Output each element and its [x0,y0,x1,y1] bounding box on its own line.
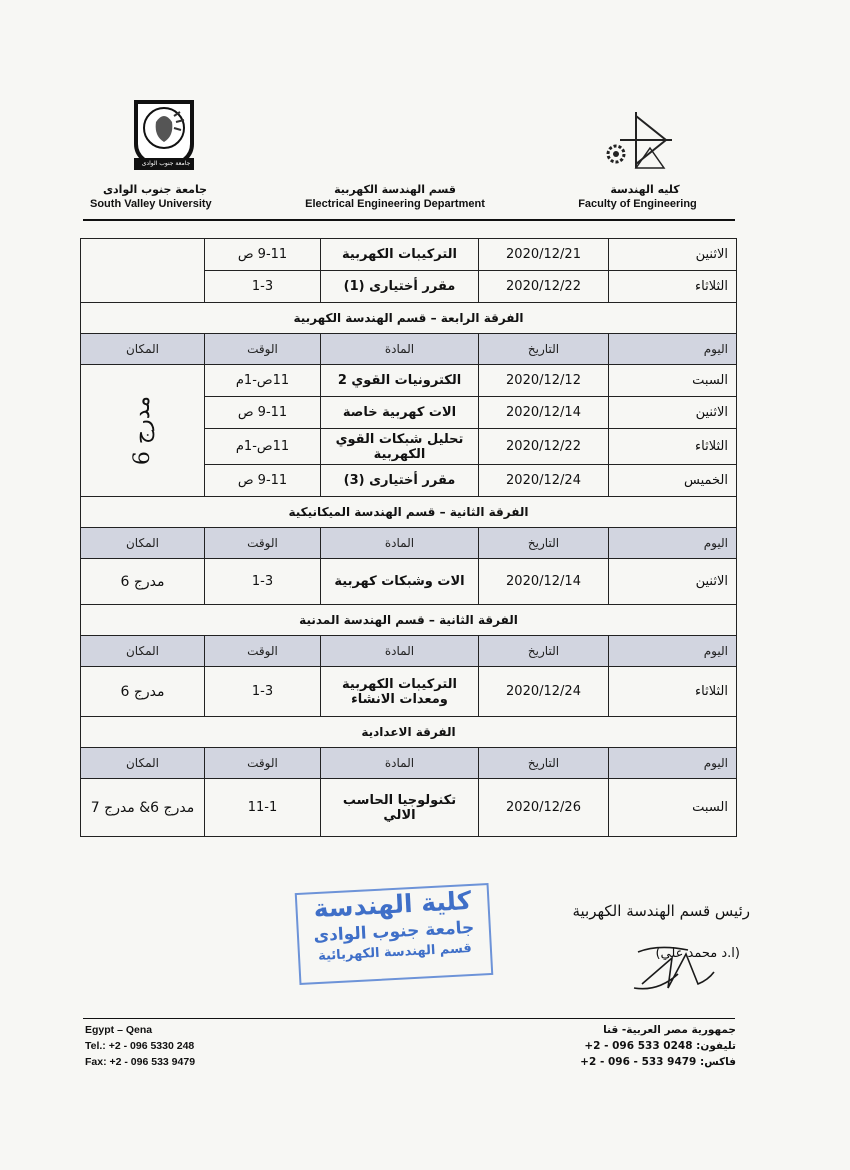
day-cell: الثلاثاء [609,271,737,303]
section-title-row [81,303,737,334]
place-cell: مدرج 6& مدرج 7 [81,779,205,837]
faculty-logo [600,108,675,172]
header-time: الوقت [205,334,321,365]
header-day: اليوم [609,528,737,559]
signature-title: رئيس قسم الهندسة الكهربية [572,902,750,920]
university-name-en: South Valley University [90,198,212,210]
university-name-ar: جامعة جنوب الوادى [102,183,208,196]
header-row [81,334,737,365]
department-name-ar: قسم الهندسة الكهربية [334,183,456,196]
university-logo [128,92,200,176]
date-cell: 2020/12/14 [479,397,609,429]
header-rule [83,219,735,221]
header-time: الوقت [205,636,321,667]
footer-city-ar: جمهورية مصر العربية- قنا [603,1024,736,1036]
header-subject: المادة [321,748,479,779]
footer-fax-ar: فاكس: 9479 533 - 096 - 2+ [580,1056,736,1068]
date-cell: 2020/12/22 [479,271,609,303]
time-cell: 9-11 ص [205,239,321,271]
section-title: الفرقة الاعدادية [81,717,737,748]
subject-cell: مقرر أختيارى (3) [321,465,479,497]
subject-cell: الات كهربية خاصة [321,397,479,429]
table-row [81,365,737,397]
place-cell: مدرج 6 [81,667,205,717]
handwritten-signature [628,944,718,994]
day-cell: السبت [609,779,737,837]
footer-tel-en: Tel.: +2 - 096 5330 248 [85,1040,195,1052]
section-title-row [81,605,737,636]
exam-schedule-table [80,238,737,837]
header-subject: المادة [321,528,479,559]
header-day: اليوم [609,334,737,365]
section-title: الفرقة الثانية – قسم الهندسة المدنية [81,605,737,636]
header-row [81,528,737,559]
stamp-line-faculty: كلية الهندسة [312,885,472,924]
section-title: الفرقة الرابعة – قسم الهندسة الكهربية [81,303,737,334]
faculty-name-en: Faculty of Engineering [578,198,697,210]
header-place: المكان [81,334,205,365]
stamp-line-university: جامعة جنوب الوادى [313,917,475,947]
day-cell: الاثنين [609,397,737,429]
time-cell: 11ص-1م [205,365,321,397]
header-time: الوقت [205,528,321,559]
time-cell: 11ص-1م [205,429,321,465]
day-cell: الخميس [609,465,737,497]
footer-en [85,1022,345,1070]
header-place: المكان [81,528,205,559]
subject-cell: التركيبات الكهربية ومعدات الانشاء [321,667,479,717]
subject-cell: الات وشبكات كهربية [321,559,479,605]
date-cell: 2020/12/12 [479,365,609,397]
header-date: التاريخ [479,636,609,667]
subject-cell: تحليل شبكات القوي الكهربية [321,429,479,465]
table-row [81,779,737,837]
time-cell: 1-3 [205,667,321,717]
day-cell: الاثنين [609,239,737,271]
subject-cell: التركيبات الكهربية [321,239,479,271]
time-cell: 11-1 [205,779,321,837]
place-cell: مدرج 6 [81,559,205,605]
table-row [81,239,737,271]
subject-cell: مقرر أختيارى (1) [321,271,479,303]
date-cell: 2020/12/21 [479,239,609,271]
place-cell [81,365,205,497]
header-day: اليوم [609,636,737,667]
header-row [81,748,737,779]
header-row [81,636,737,667]
date-cell: 2020/12/24 [479,667,609,717]
time-cell: 1-3 [205,559,321,605]
day-cell: الاثنين [609,559,737,605]
day-cell: الثلاثاء [609,667,737,717]
section-title-row [81,497,737,528]
header-place: المكان [81,636,205,667]
faculty-name-ar: كليه الهندسة [610,183,680,196]
header-date: التاريخ [479,334,609,365]
header-subject: المادة [321,636,479,667]
day-cell: الثلاثاء [609,429,737,465]
table-row [81,559,737,605]
subject-cell: تكنولوجيا الحاسب الالي [321,779,479,837]
section-title: الفرقة الثانية – قسم الهندسة الميكانيكية [81,497,737,528]
place-vertical-label: مدرج 6 [130,395,155,466]
footer-rule [83,1018,735,1019]
date-cell: 2020/12/26 [479,779,609,837]
footer-ar [480,1022,736,1070]
signature-name: (ا.د محمد علي) [655,946,740,961]
header-subject: المادة [321,334,479,365]
date-cell: 2020/12/24 [479,465,609,497]
subject-cell: الكترونيات القوي 2 [321,365,479,397]
day-cell: السبت [609,365,737,397]
faculty-stamp [295,883,494,985]
header-place: المكان [81,748,205,779]
footer-city-en: Egypt – Qena [85,1024,153,1036]
header-day: اليوم [609,748,737,779]
date-cell: 2020/12/14 [479,559,609,605]
header-date: التاريخ [479,528,609,559]
time-cell: 9-11 ص [205,397,321,429]
footer-fax-en: Fax: +2 - 096 533 9479 [85,1056,196,1068]
table-row [81,667,737,717]
place-cell [81,239,205,303]
time-cell: 9-11 ص [205,465,321,497]
section-title-row [81,717,737,748]
logo-banner-text: جامعة جنوب الوادى [141,160,191,167]
department-name-en: Electrical Engineering Department [305,198,485,210]
stamp-line-department: قسم الهندسة الكهربائية [317,940,473,964]
date-cell: 2020/12/22 [479,429,609,465]
footer-tel-ar: تليفون: 0248 533 096 - 2+ [584,1040,736,1052]
header-date: التاريخ [479,748,609,779]
header-time: الوقت [205,748,321,779]
time-cell: 1-3 [205,271,321,303]
